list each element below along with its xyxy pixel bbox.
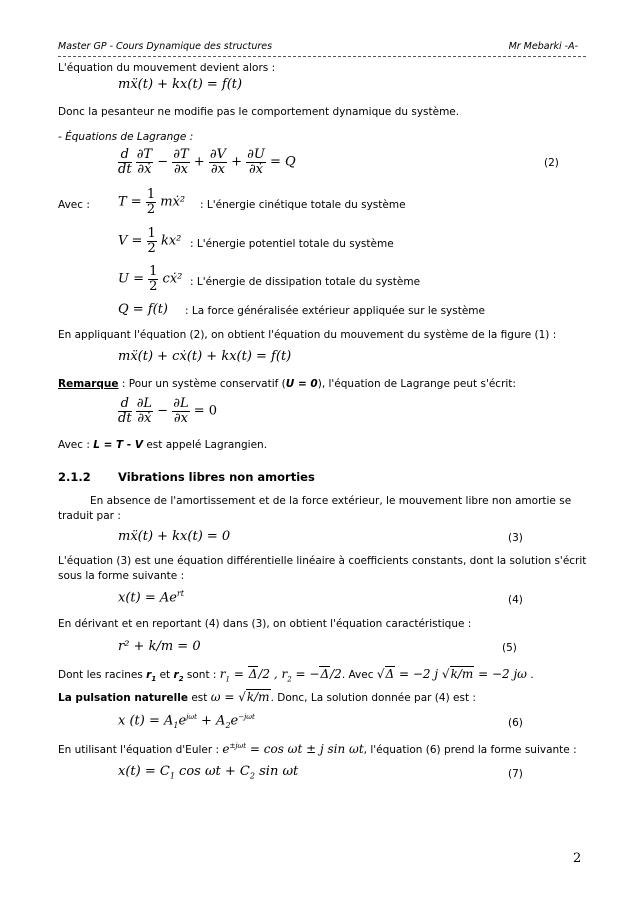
equation-dissipation-energy: U = $\frac{1}{2}$ cẋ² xyxy=(118,264,183,294)
page-number: 2 xyxy=(573,851,582,866)
pulsation-post: . Donc, La solution donnée par (4) est : xyxy=(270,692,476,704)
equation-number-3: (3) xyxy=(508,532,523,544)
kinetic-energy-desc: : L'énergie cinétique totale du système xyxy=(200,199,406,211)
lagrangian-definition: L = T - V xyxy=(93,439,143,451)
gravity-text: Donc la pesanteur ne modifie pas le comportement dynamique du système. xyxy=(58,106,460,118)
equation-6: x $(t) = A_1e^{j\omega t} + A_2e^{-j\omega t}$ xyxy=(118,713,255,730)
euler-line: En utilisant l'équation d'Euler : $e^{\pm j\omega t} = \cos \omega t \pm j$ sin ωt, l'équation (6) prend la forme suivante : xyxy=(58,742,577,756)
equation-motion-1: mẍ(t) + kx(t) = f(t) xyxy=(118,77,243,92)
roots-mid: sont : xyxy=(183,669,217,681)
pulsation-label: La pulsation naturelle xyxy=(58,692,188,704)
avec-label: Avec : xyxy=(58,199,90,211)
potential-energy-desc: : L'énergie potentiel totale du système xyxy=(190,238,394,250)
remark-text-2: ), l'équation de Lagrange peut s'écrit: xyxy=(317,378,516,390)
remark-u-zero: U = 0 xyxy=(285,378,318,390)
para1-line1: En absence de l'amortissement et de la force extérieur, le mouvement libre non amortie se xyxy=(90,495,572,507)
pulsation-line: La pulsation naturelle est ω = √k/m. Donc, La solution donnée par (4) est : xyxy=(58,690,476,704)
equation-7: $x(t) = C_1$ $\cos \omega t + C_2$ sin ωt xyxy=(118,764,299,781)
roots-line: Dont les racines $r_1$ et $r_2$ sont : $r_1 = \Delta/2$ , $r_2 = -\Delta/2$. Avec √Δ = −2 j √k/m = −2 jω . xyxy=(58,667,534,684)
lagrangian-pre: Avec : xyxy=(58,439,94,451)
remark-text-1: : Pour un système conservatif ( xyxy=(118,378,286,390)
lagrangian-paragraph xyxy=(58,439,267,451)
intro-text: L'équation du mouvement devient alors : xyxy=(58,62,276,74)
dissipation-energy-desc: : L'énergie de dissipation totale du système xyxy=(190,276,421,288)
equation-number-4: (4) xyxy=(508,594,523,606)
applying-text: En appliquant l'équation (2), on obtient l'équation du mouvement du système de la figure (1) : xyxy=(58,329,557,341)
equation-motion-2: mẍ(t) + cẋ(t) + kx(t) = f(t) xyxy=(118,349,292,364)
equation-number-6: (6) xyxy=(508,717,523,729)
euler-post: , l'équation (6) prend la forme suivante : xyxy=(363,744,577,756)
lagrangian-post: est appelé Lagrangien. xyxy=(143,439,268,451)
generalized-force-desc: : La force généralisée extérieur appliquée sur le système xyxy=(185,305,485,317)
equation-number-7: (7) xyxy=(508,768,523,780)
equation-3: mẍ(t) + kx(t) = 0 xyxy=(118,529,231,544)
lagrange-title: - Équations de Lagrange : xyxy=(58,131,194,143)
equation-4: $x(t) = Ae^{rt}$ xyxy=(118,589,184,606)
equation-potential-energy: V = $\frac{1}{2}$ kx² xyxy=(118,226,182,256)
section-title: Vibrations libres non amorties xyxy=(118,470,315,484)
header-course-title: Master GP - Cours Dynamique des structures xyxy=(58,41,273,52)
para3: En dérivant et en reportant (4) dans (3), on obtient l'équation caractéristique : xyxy=(58,618,472,630)
euler-pre: En utilisant l'équation d'Euler : xyxy=(58,744,220,756)
pulsation-est: est xyxy=(188,692,208,704)
equation-5: r² + k/m = 0 xyxy=(118,639,201,654)
equation-lagrange: $\frac{d}{dt}$ $\frac{\partial T}{\text{∂ẋ}}$ − $\frac{\partial T}{\partial x}$ + $\frac{\partial V}{\partial x}$ + $\frac{\partial U}{\text{∂ẋ}}$ = Q xyxy=(118,147,296,177)
para1-line2: traduit par : xyxy=(58,510,121,522)
section-number: 2.1.2 xyxy=(58,470,91,484)
para2-line2: sous la forme suivante : xyxy=(58,570,185,582)
roots-avec: . Avec xyxy=(341,669,374,681)
remark-label: Remarque xyxy=(58,378,119,390)
para2-line1: L'équation (3) est une équation différentielle linéaire à coefficients constants, dont la solution s'écrit xyxy=(58,555,587,567)
equation-generalized-force: Q = f(t) xyxy=(118,302,168,317)
remark-paragraph xyxy=(58,378,516,390)
equation-kinetic-energy: T = $\frac{1}{2}$ mẋ² xyxy=(118,187,186,217)
equation-number-2: (2) xyxy=(544,157,559,169)
equation-lagrange-conservative: $\frac{d}{dt}$ $\frac{\partial L}{\text{∂ẋ}}$ − $\frac{\partial L}{\partial x}$ = 0 xyxy=(118,396,218,426)
page-header xyxy=(58,41,586,57)
header-author: Mr Mebarki -A- xyxy=(508,41,578,52)
equation-number-5: (5) xyxy=(502,642,517,654)
roots-pre: Dont les racines xyxy=(58,669,147,681)
